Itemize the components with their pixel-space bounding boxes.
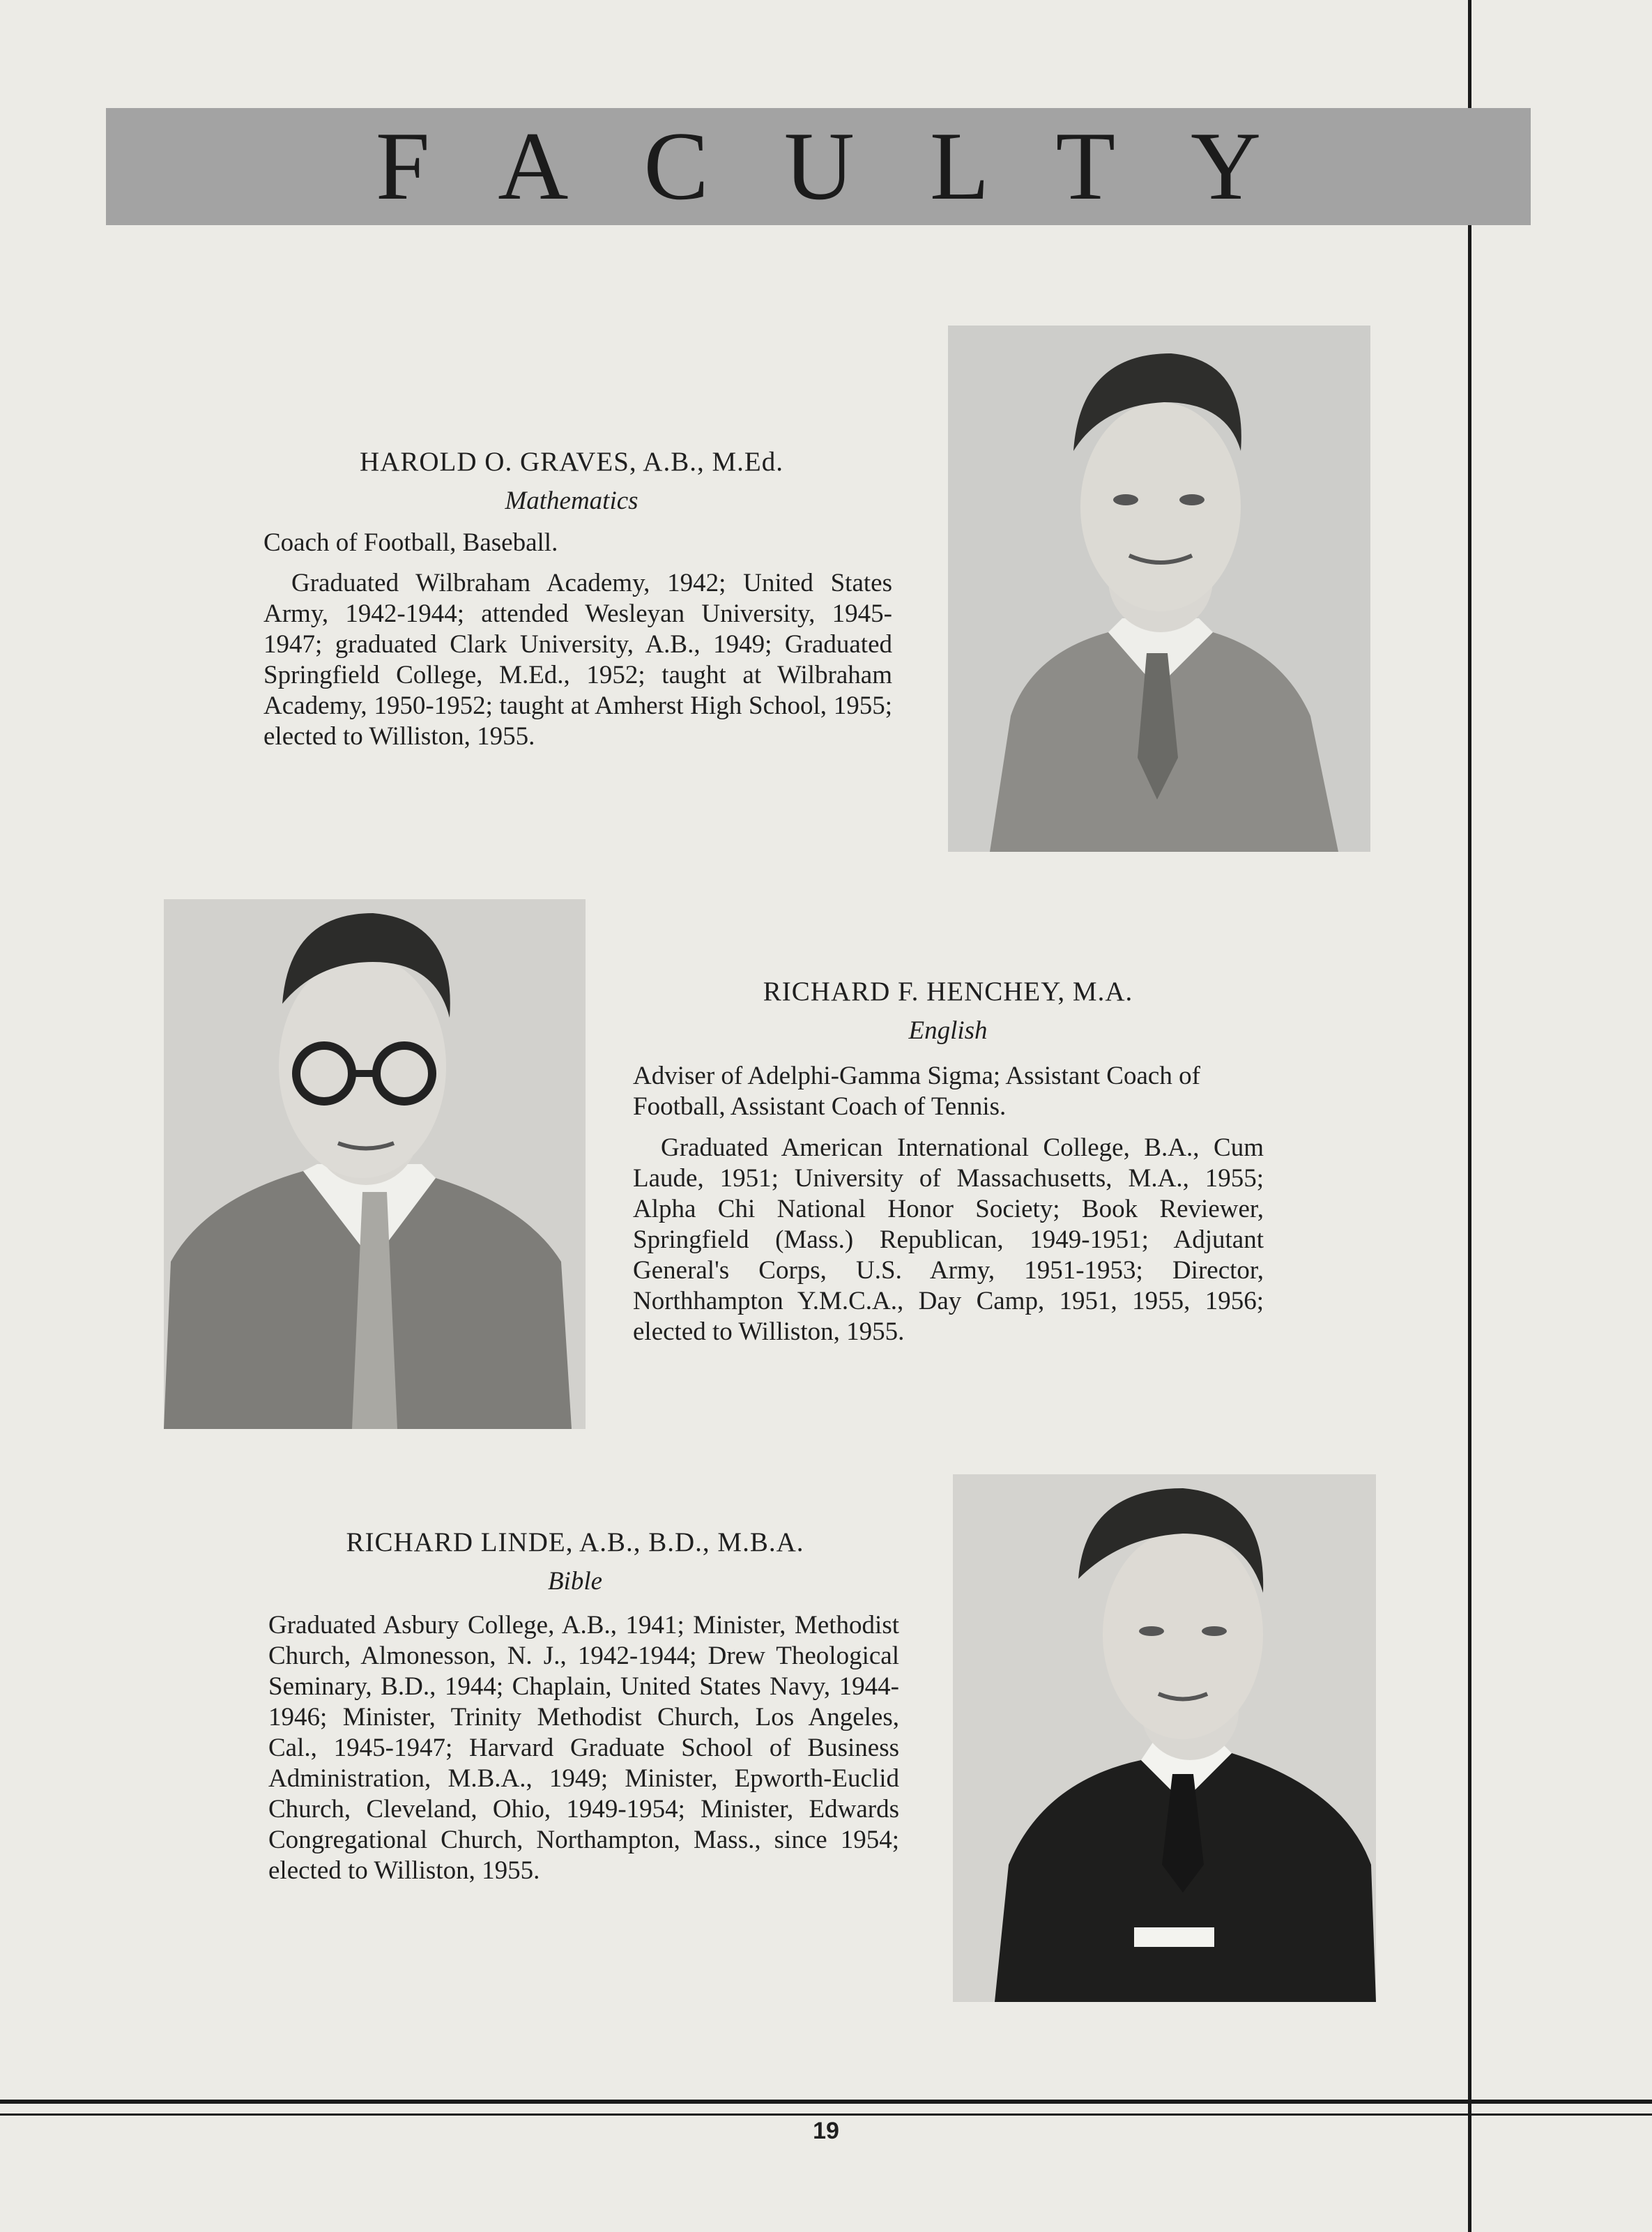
faculty-name: RICHARD F. HENCHEY, M.A. xyxy=(763,977,1133,1007)
faculty-subject: Bible xyxy=(547,1567,603,1596)
page-title: FACULTY xyxy=(375,112,1337,220)
vertical-rule xyxy=(1468,0,1471,2232)
faculty-bio: Graduated Asbury College, A.B., 1941; Minister, Methodist Church, Almonesson, N. J., 1942-1944; Drew Theological Seminary, B.D., 1944; Chaplain, United States Navy, 1944-1946; Minister, Trinity Methodist Church, Los Angeles, Cal., 1945-1947; Harvard Graduate School of Business Administration, M.B.A., 1949; Minister, Epworth-Euclid Church, Cleveland, Ohio, 1949-1954; Minister, Edwards Congregational Church, Northampton, Mass., since 1954; elected to Williston, 1955. xyxy=(268,1611,899,1885)
faculty-subject: Mathematics xyxy=(505,487,638,515)
portrait-linde xyxy=(953,1474,1376,2002)
faculty-activities: Adviser of Adelphi-Gamma Sigma; Assistant Coach of Football, Assistant Coach of Tennis. xyxy=(633,1062,1200,1121)
portrait-henchey xyxy=(164,899,586,1429)
page-title-container xyxy=(106,108,1531,225)
portrait-graves xyxy=(948,326,1370,852)
faculty-name: HAROLD O. GRAVES, A.B., M.Ed. xyxy=(360,447,783,477)
faculty-bio: Graduated Wilbraham Academy, 1942; United States Army, 1942-1944; attended Wesleyan University, 1945-1947; graduated Clark University, A.B., 1949; Graduated Springfield College, M.Ed., 1952; taught at Wilbraham Academy, 1950-1952; taught at Amherst High School, 1955; elected to Williston, 1955. xyxy=(263,569,892,751)
faculty-activities: Coach of Football, Baseball. xyxy=(263,528,558,557)
bottom-rule-thin xyxy=(0,2113,1652,2116)
page-number: 19 xyxy=(813,2118,839,2144)
faculty-name: RICHARD LINDE, A.B., B.D., M.B.A. xyxy=(346,1527,804,1557)
bottom-rule xyxy=(0,2100,1652,2104)
faculty-subject: English xyxy=(908,1016,988,1045)
faculty-bio: Graduated American International College, B.A., Cum Laude, 1951; University of Massachusetts, M.A., 1955; Alpha Chi National Honor Society; Book Reviewer, Springfield (Mass.) Republican, 1949-1951; Adjutant General's Corps, U.S. Army, 1951-1953; Director, Northhampton Y.M.C.A., Day Camp, 1951, 1955, 1956; elected to Williston, 1955. xyxy=(633,1133,1264,1346)
